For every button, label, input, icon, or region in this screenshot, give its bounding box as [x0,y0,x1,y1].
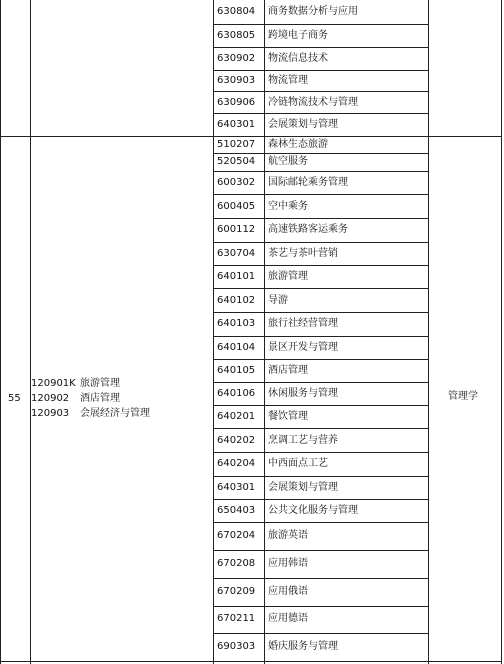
table-cell-code: 640201 [217,411,256,422]
row-divider [213,606,429,607]
row-divider [213,265,429,266]
row-divider [213,428,429,429]
table-cell-code: 600302 [217,177,256,188]
row-divider [213,312,429,313]
row-divider [213,70,429,71]
table-cell-code: 670211 [217,613,256,624]
table-border-right [501,0,502,664]
table-cell-code: 630805 [217,30,256,41]
undergrad-major-item [31,376,150,391]
table-cell-name: 商务数据分析与应用 [268,6,358,17]
row-divider [213,476,429,477]
table-cell-code: 650403 [217,505,256,516]
row-divider [213,288,429,289]
column-divider [264,0,265,664]
row-divider [213,499,429,500]
row-divider [213,113,429,114]
table-border-left [0,0,1,664]
table-cell-code: 600405 [217,201,256,212]
undergrad-major-code: 120902 [31,393,70,404]
table-cell-name: 公共文化服务与管理 [268,505,358,516]
undergrad-major-code: 120903 [31,408,70,419]
row-divider [213,336,429,337]
table-cell-code: 670208 [217,558,256,569]
table-cell-name: 旅游英语 [268,530,308,541]
table-cell-name: 应用韩语 [268,558,308,569]
table-cell-name: 休闲服务与管理 [268,388,338,399]
column-divider [428,0,429,664]
row-divider [213,405,429,406]
row-divider [213,382,429,383]
table-cell-code: 640101 [217,271,256,282]
table-cell-name: 应用俄语 [268,586,308,597]
group-number: 55 [8,393,21,404]
table-cell-code: 630902 [217,53,256,64]
row-divider [213,578,429,579]
table-cell-code: 670204 [217,530,256,541]
table-cell-name: 旅行社经营管理 [268,318,338,329]
table-cell-code: 630704 [217,248,256,259]
table-cell-name: 烹调工艺与营养 [268,435,338,446]
table-cell-code: 640301 [217,119,256,130]
table-cell-name: 高速铁路客运乘务 [268,224,348,235]
table-cell-code: 640102 [217,295,256,306]
row-divider [213,633,429,634]
table-cell-name: 跨境电子商务 [268,30,328,41]
table-cell-name: 国际邮轮乘务管理 [268,177,348,188]
undergrad-major-name: 酒店管理 [80,393,120,404]
table-cell-name: 茶艺与茶叶营销 [268,248,338,259]
undergrad-major-list [31,376,150,421]
table-cell-name: 应用德语 [268,613,308,624]
table-cell-name: 冷链物流技术与管理 [268,97,358,108]
row-divider [213,550,429,551]
table-cell-code: 640105 [217,365,256,376]
row-divider [213,24,429,25]
row-divider [213,153,429,154]
row-divider [213,194,429,195]
table-cell-name: 婚庆服务与管理 [268,641,338,652]
table-cell-name: 导游 [268,295,288,306]
table-cell-code: 630903 [217,75,256,86]
column-divider [213,0,214,664]
discipline-category: 管理学 [448,391,478,402]
table-cell-code: 640204 [217,458,256,469]
table-cell-code: 520504 [217,156,256,167]
column-divider [30,0,31,664]
table-cell-name: 会展策划与管理 [268,119,338,130]
row-divider [213,242,429,243]
table-cell-name: 航空服务 [268,156,308,167]
table-cell-code: 640103 [217,318,256,329]
table-cell-name: 旅游管理 [268,271,308,282]
row-divider [213,47,429,48]
table-cell-name: 餐饮管理 [268,411,308,422]
table-cell-code: 600112 [217,224,256,235]
table-cell-code: 640106 [217,388,256,399]
row-divider [213,91,429,92]
table-cell-code: 640104 [217,342,256,353]
undergrad-major-item [31,391,150,406]
table-cell-code: 510207 [217,139,256,150]
table-cell-code: 640301 [217,482,256,493]
row-divider [213,171,429,172]
table-cell-name: 会展策划与管理 [268,482,338,493]
row-divider [213,218,429,219]
table-border-bottom [0,661,502,662]
table-cell-name: 酒店管理 [268,365,308,376]
table-cell-code: 630906 [217,97,256,108]
table-cell-code: 670209 [217,586,256,597]
table-cell-code: 630804 [217,6,256,17]
row-divider [213,452,429,453]
row-divider [213,359,429,360]
undergrad-major-name: 会展经济与管理 [80,408,150,419]
table-cell-name: 景区开发与管理 [268,342,338,353]
undergrad-major-code: 120901K [31,378,76,389]
table-cell-name: 物流信息技术 [268,53,328,64]
table-cell-name: 物流管理 [268,75,308,86]
table-cell-code: 690303 [217,641,256,652]
undergrad-major-name: 旅游管理 [80,378,120,389]
table-cell-name: 中西面点工艺 [268,458,328,469]
table-cell-code: 640202 [217,435,256,446]
undergrad-major-item [31,406,150,421]
row-divider [213,522,429,523]
table-cell-name: 空中乘务 [268,201,308,212]
group-divider [0,136,502,137]
table-cell-name: 森林生态旅游 [268,139,328,150]
